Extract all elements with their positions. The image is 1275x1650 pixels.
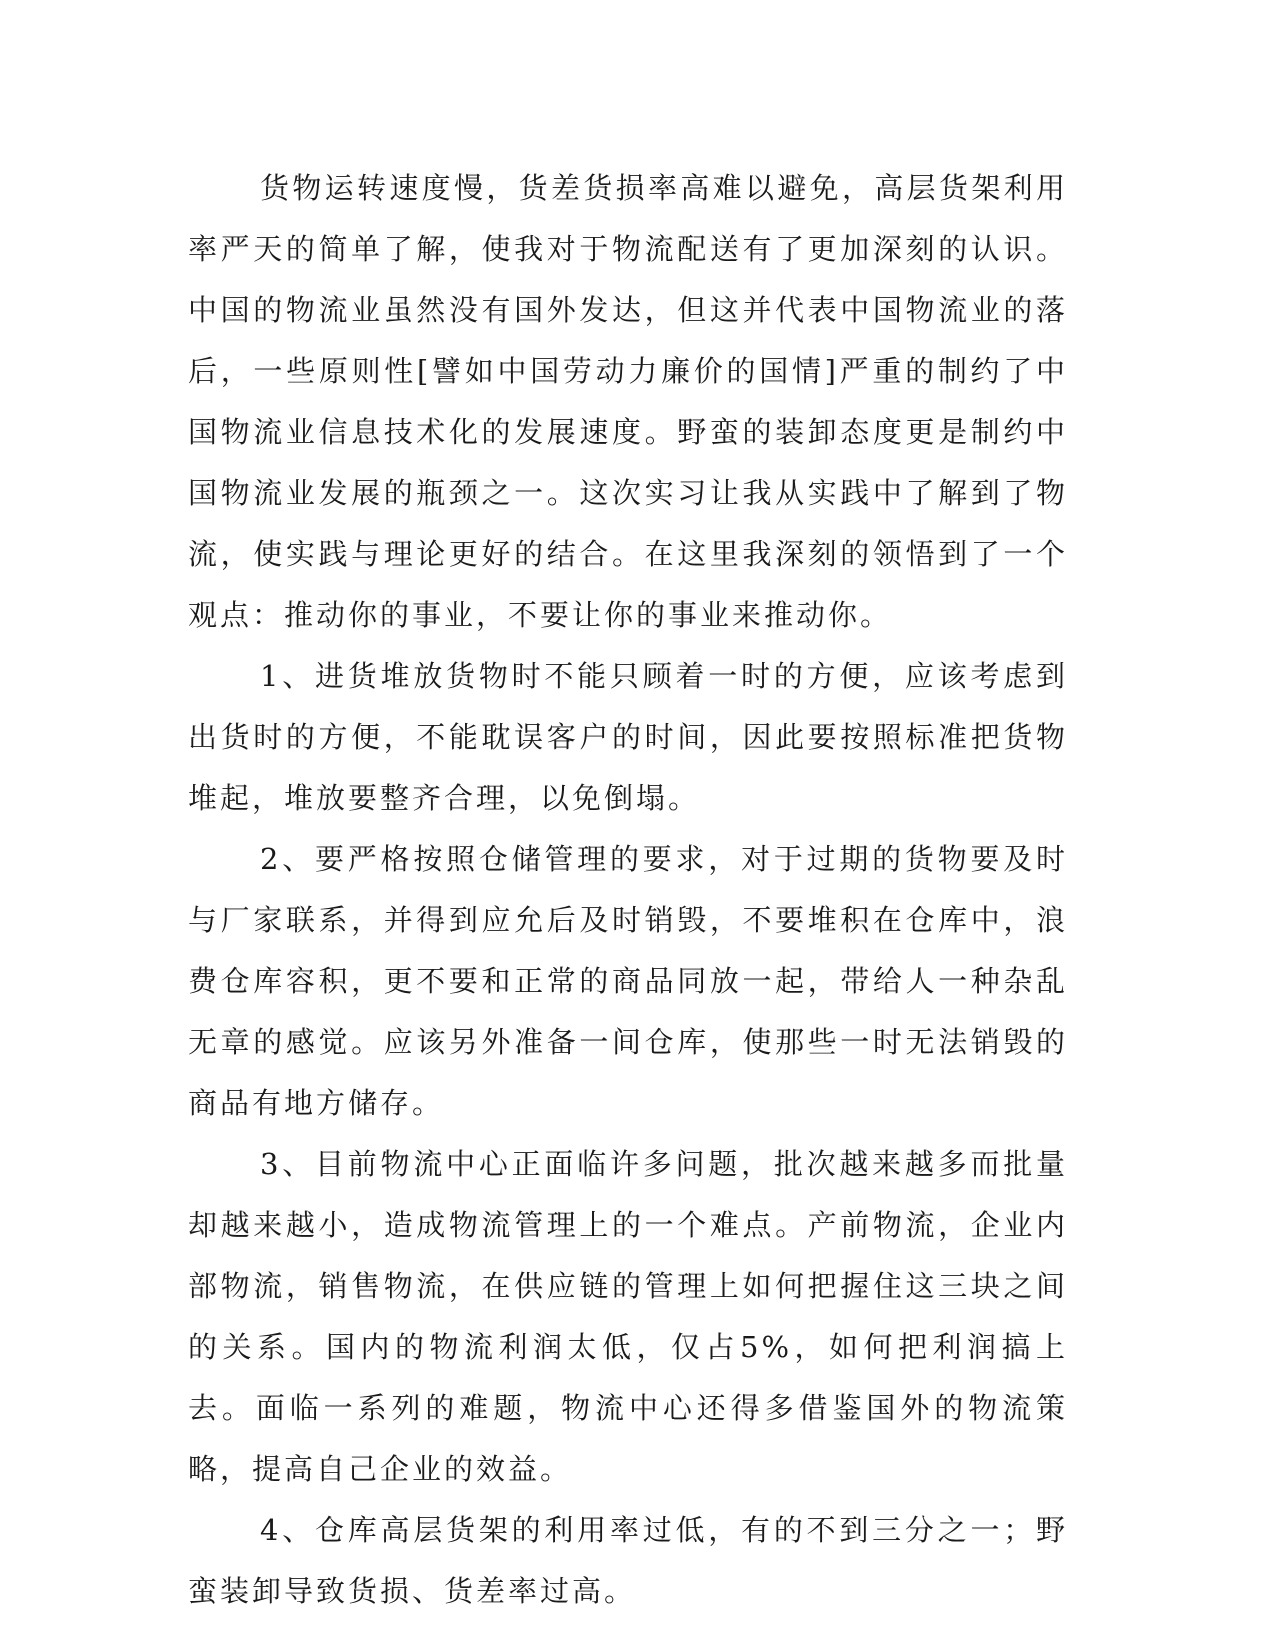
paragraph-item-3: 3、目前物流中心正面临许多问题，批次越来越多而批量却越来越小，造成物流管理上的一个难点。产前物流，企业内部物流，销售物流，在供应链的管理上如何把握住这三块之间的关系。国内的物流利润太低，仅占5%，如何把利润搞上去。面临一系列的难题，物流中心还得多借鉴国外的物流策略，提高自己企业的效益。 <box>188 1147 1068 1486</box>
paragraph-item-4: 4、仓库高层货架的利用率过低，有的不到三分之一；野蛮装卸导致货损、货差率过高。 <box>188 1513 1068 1608</box>
document-body <box>188 158 1068 1622</box>
paragraph-intro: 货物运转速度慢，货差货损率高难以避免，高层货架利用率严天的简单了解，使我对于物流配送有了更加深刻的认识。中国的物流业虽然没有国外发达，但这并代表中国物流业的落后，一些原则性[譬如中国劳动力廉价的国情]严重的制约了中国物流业信息技术化的发展速度。野蛮的装卸态度更是制约中国物流业发展的瓶颈之一。这次实习让我从实践中了解到了物流，使实践与理论更好的结合。在这里我深刻的领悟到了一个观点：推动你的事业，不要让你的事业来推动你。 <box>188 171 1068 632</box>
paragraph-item-1: 1、进货堆放货物时不能只顾着一时的方便，应该考虑到出货时的方便，不能耽误客户的时间，因此要按照标准把货物堆起，堆放要整齐合理，以免倒塌。 <box>188 659 1068 815</box>
paragraph-item-2: 2、要严格按照仓储管理的要求，对于过期的货物要及时与厂家联系，并得到应允后及时销毁，不要堆积在仓库中，浪费仓库容积，更不要和正常的商品同放一起，带给人一种杂乱无章的感觉。应该另外准备一间仓库，使那些一时无法销毁的商品有地方储存。 <box>188 842 1068 1120</box>
